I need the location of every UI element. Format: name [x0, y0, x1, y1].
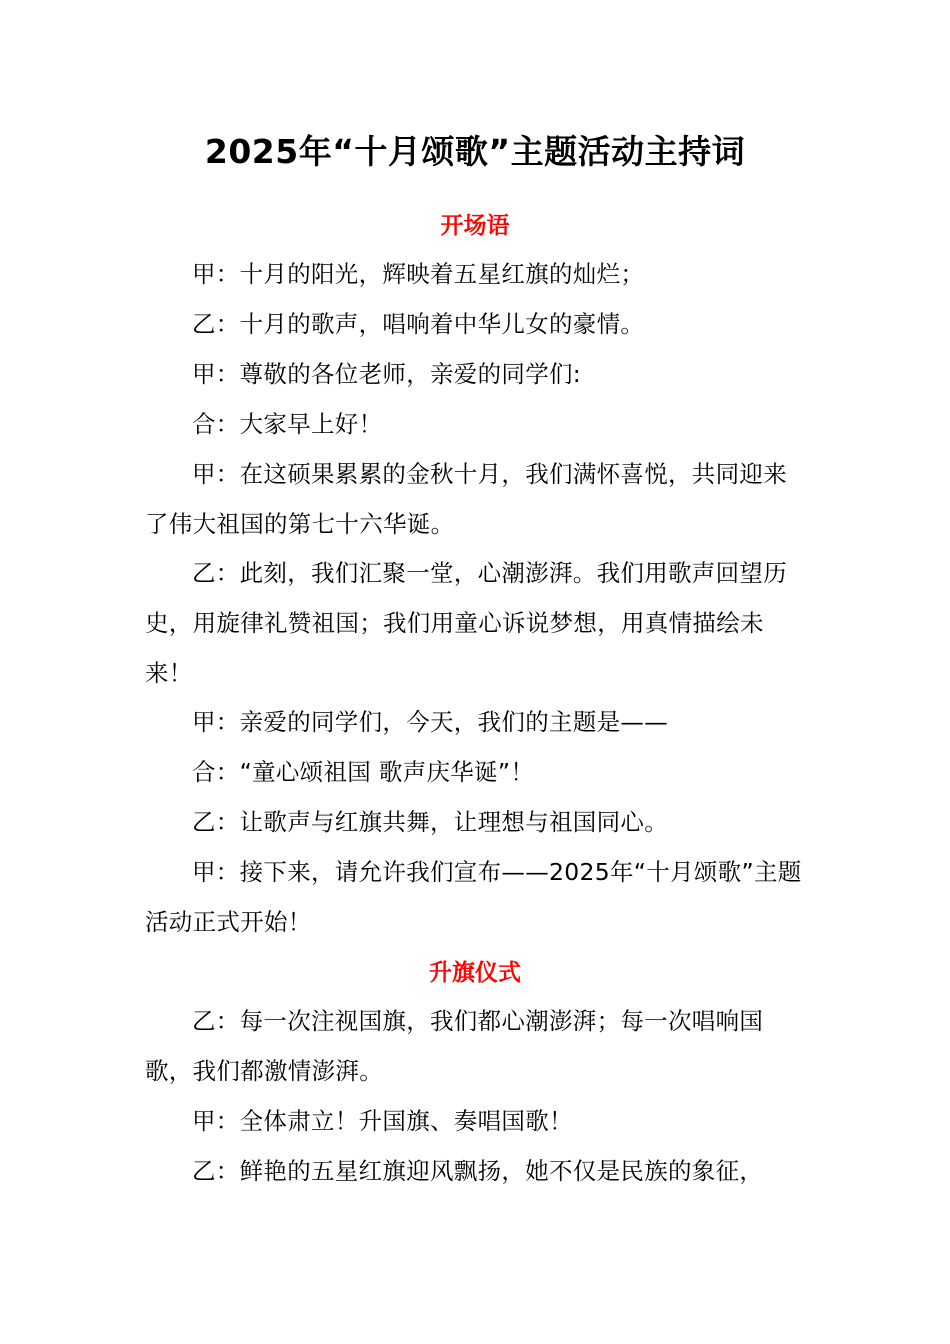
paragraph: 乙：十月的歌声，唱响着中华儿女的豪情。	[192, 310, 645, 338]
paragraph: 甲：尊敬的各位老师，亲爱的同学们:	[192, 360, 582, 388]
paragraph: 合：大家早上好！	[192, 410, 383, 438]
paragraph: 合：“童心颂祖国 歌声庆华诞”！	[192, 758, 535, 786]
section-heading-opening: 开场语	[440, 213, 510, 239]
paragraph: 甲：在这硕果累累的金秋十月，我们满怀喜悦，共同迎来了伟大祖国的第七十六华诞。	[145, 460, 787, 538]
document-title: 2025年“十月颂歌”主题活动主持词	[204, 132, 746, 171]
paragraph: 乙：此刻，我们汇聚一堂，心潮澎湃。我们用歌声回望历史，用旋律礼赞祖国；我们用童心诉说梦想，用真情描绘未来！	[145, 559, 787, 687]
paragraph: 乙：每一次注视国旗，我们都心潮澎湃；每一次唱响国歌，我们都激情澎湃。	[145, 1007, 764, 1085]
section-heading-flag-ceremony: 升旗仪式	[429, 960, 521, 986]
paragraph: 甲：十月的阳光，辉映着五星红旗的灿烂；	[192, 260, 645, 288]
paragraph: 甲：全体肃立！升国旗、奏唱国歌！	[192, 1107, 573, 1135]
paragraph: 乙：让歌声与红旗共舞，让理想与祖国同心。	[192, 808, 668, 836]
paragraph: 乙：鲜艳的五星红旗迎风飘扬，她不仅是民族的象征，	[192, 1157, 764, 1185]
paragraph: 甲：亲爱的同学们，今天，我们的主题是——	[192, 708, 668, 736]
paragraph: 甲：接下来，请允许我们宣布——2025年“十月颂歌”主题活动正式开始！	[145, 858, 802, 936]
